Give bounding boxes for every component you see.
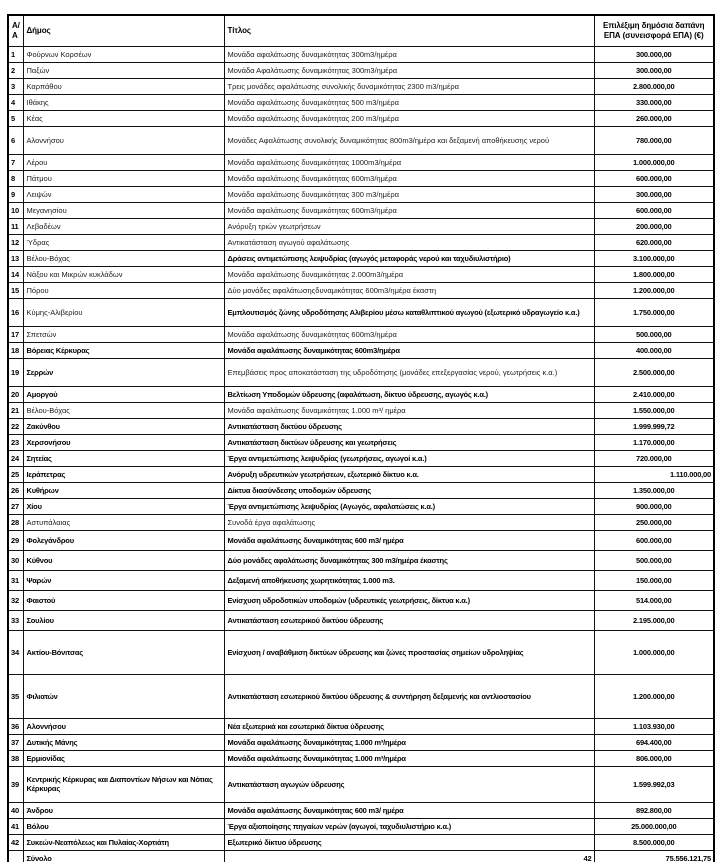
title-cell: Ανόρυξη τριών γεωτρήσεων [224, 218, 594, 234]
row-number: 12 [8, 234, 23, 250]
amount-cell: 260.000,00 [594, 110, 714, 126]
amount-cell: 25.000.000,00 [594, 818, 714, 834]
table-row [8, 514, 714, 530]
municipality-cell: Ιεράπετρας [23, 466, 224, 482]
table-row [8, 418, 714, 434]
table-row [8, 834, 714, 850]
table-row [8, 62, 714, 78]
row-number: 31 [8, 570, 23, 590]
title-cell: Μονάδα αφαλάτωσης δυναμικότητας 600 m3/ ημέρα [224, 530, 594, 550]
row-number: 38 [8, 750, 23, 766]
row-number: 5 [8, 110, 23, 126]
amount-cell: 1.999.999,72 [594, 418, 714, 434]
amount-cell: 694.400,00 [594, 734, 714, 750]
title-cell: Δράσεις αντιμετώπισης λειψυδρίας (αγωγός μεταφοράς νερού και ταχυδιυλιστήριο) [224, 250, 594, 266]
row-number: 10 [8, 202, 23, 218]
row-number: 24 [8, 450, 23, 466]
amount-cell: 1.170.000,00 [594, 434, 714, 450]
municipality-cell: Ιθάκης [23, 94, 224, 110]
municipality-cell: Σητείας [23, 450, 224, 466]
row-number: 27 [8, 498, 23, 514]
municipality-cell: Νάξου και Μικρών κυκλάδων [23, 266, 224, 282]
amount-cell: 200.000,00 [594, 218, 714, 234]
row-number: 9 [8, 186, 23, 202]
table-header [8, 15, 714, 46]
amount-cell: 1.599.992,03 [594, 766, 714, 802]
municipality-cell: Καρπάθου [23, 78, 224, 94]
table-row [8, 186, 714, 202]
amount-cell: 2.800.000,00 [594, 78, 714, 94]
table-row [8, 170, 714, 186]
row-number: 8 [8, 170, 23, 186]
table-row [8, 610, 714, 630]
amount-cell: 1.200.000,00 [594, 674, 714, 718]
row-number: 29 [8, 530, 23, 550]
municipality-cell: Κύμης-Αλιβερίου [23, 298, 224, 326]
amount-cell: 2.195.000,00 [594, 610, 714, 630]
municipality-cell: Φούρνων Κορσέων [23, 46, 224, 62]
amount-cell: 780.000,00 [594, 126, 714, 154]
amount-cell: 600.000,00 [594, 170, 714, 186]
title-cell: Δύο μονάδες αφαλάτωσης δυναμικότητας 300 m3/ημέρα έκαστης [224, 550, 594, 570]
table-row [8, 358, 714, 386]
title-cell: Μονάδα αφαλάτωσης δυναμικότητας 1.000 m³/ημέρα [224, 750, 594, 766]
municipality-cell: Ψαρών [23, 570, 224, 590]
row-number: 34 [8, 630, 23, 674]
table-footer [8, 850, 714, 862]
title-cell: Αντικατάσταση αγωγών ύδρευσης [224, 766, 594, 802]
title-cell: Μονάδα αφαλάτωσης δυναμικότητας 600m3/ημέρα [224, 202, 594, 218]
municipality-cell: Πόρου [23, 282, 224, 298]
title-cell: Έργα αξιοποίησης πηγαίων νερών (αγωγοί, ταχυδιυλιστήριο κ.α.) [224, 818, 594, 834]
row-number: 35 [8, 674, 23, 718]
municipality-cell: Κύθνου [23, 550, 224, 570]
table-row [8, 590, 714, 610]
table-row [8, 218, 714, 234]
amount-cell: 1.800.000,00 [594, 266, 714, 282]
amount-cell: 1.103.930,00 [594, 718, 714, 734]
amount-cell: 514.000,00 [594, 590, 714, 610]
table-row [8, 326, 714, 342]
header-num: Α/Α [8, 15, 23, 46]
header-title: Τίτλος [224, 15, 594, 46]
table-row [8, 402, 714, 418]
amount-cell: 1.550.000,00 [594, 402, 714, 418]
amount-cell: 150.000,00 [594, 570, 714, 590]
total-row [8, 850, 714, 862]
title-cell: Μονάδα αφαλάτωσης δυναμικότητας 1.000 m³/ημέρα [224, 734, 594, 750]
municipality-cell: Φολεγάνδρου [23, 530, 224, 550]
amount-cell: 1.200.000,00 [594, 282, 714, 298]
table-row [8, 734, 714, 750]
amount-cell: 500.000,00 [594, 326, 714, 342]
title-cell: Μονάδα αφαλάτωσης δυναμικότητας 200 m3/ημέρα [224, 110, 594, 126]
amount-cell: 600.000,00 [594, 202, 714, 218]
row-number: 40 [8, 802, 23, 818]
row-number: 36 [8, 718, 23, 734]
amount-cell: 300.000,00 [594, 62, 714, 78]
table-row [8, 78, 714, 94]
municipality-cell: Αμοργού [23, 386, 224, 402]
table-row [8, 466, 714, 482]
amount-cell: 400.000,00 [594, 342, 714, 358]
table-row [8, 450, 714, 466]
amount-cell: 3.100.000,00 [594, 250, 714, 266]
title-cell: Μονάδα αφαλάτωσης δυναμικότητας 300 m3/ημέρα [224, 186, 594, 202]
title-cell: Τρεις μονάδες αφαλάτωσης συνολικής δυναμικότητας 2300 m3/ημέρα [224, 78, 594, 94]
total-amount: 75.556.121,75 [594, 850, 714, 862]
title-cell: Μονάδα αφαλάτωσης δυναμικότητας 500 m3/ημέρα [224, 94, 594, 110]
row-number: 2 [8, 62, 23, 78]
amount-cell: 1.750.000,00 [594, 298, 714, 326]
table-row [8, 550, 714, 570]
table-row [8, 46, 714, 62]
total-count: 42 [224, 850, 594, 862]
amount-cell: 500.000,00 [594, 550, 714, 570]
table-row [8, 750, 714, 766]
amount-cell: 600.000,00 [594, 530, 714, 550]
municipality-cell: Βόλου [23, 818, 224, 834]
row-number: 7 [8, 154, 23, 170]
table-row [8, 818, 714, 834]
municipality-cell: Αλοννήσου [23, 126, 224, 154]
title-cell: Αντικατάσταση εσωτερικού δικτύου ύδρευσης [224, 610, 594, 630]
municipality-cell: Ακτίου-Βόνιτσας [23, 630, 224, 674]
table-row [8, 250, 714, 266]
row-number: 17 [8, 326, 23, 342]
row-number: 37 [8, 734, 23, 750]
row-number: 39 [8, 766, 23, 802]
row-number: 32 [8, 590, 23, 610]
title-cell: Μονάδα αφαλάτωσης δυναμικότητας 600 m3/ ημέρα [224, 802, 594, 818]
municipality-cell: Χερσονήσου [23, 434, 224, 450]
municipality-cell: Κεντρικής Κέρκυρας και Διαποντίων Νήσων και Νότιας Κέρκυρας [23, 766, 224, 802]
title-cell: Επεμβάσεις προς αποκατάσταση της υδροδότησης (μονάδες επεξεργασίας νερού, γεωτρήσεις κ.α.) [224, 358, 594, 386]
title-cell: Μονάδα αφαλάτωσης δυναμικότητας 2.000m3/ημέρα [224, 266, 594, 282]
title-cell: Μονάδα αφαλάτωσης δυναμικότητας 600m3/ημέρα [224, 342, 594, 358]
municipality-cell: Σπετσών [23, 326, 224, 342]
table-row [8, 202, 714, 218]
row-number: 42 [8, 834, 23, 850]
municipality-cell: Φαιστού [23, 590, 224, 610]
row-number: 23 [8, 434, 23, 450]
header-row [8, 15, 714, 46]
row-number: 21 [8, 402, 23, 418]
header-amount: Επιλέξιμη δημόσια δαπάνη ΕΠΑ (συνεισφορά ΕΠΑ) (€) [594, 15, 714, 46]
title-cell: Αντικατάσταση δικτύων ύδρευσης και γεωτρήσεις [224, 434, 594, 450]
municipality-cell: Βόρειας Κέρκυρας [23, 342, 224, 358]
title-cell: Βελτίωση Υποδομών ύδρευσης (αφαλάτωση, δίκτυο ύδρευσης, αγωγός κ.α.) [224, 386, 594, 402]
title-cell: Μονάδα αφαλάτωσης δυναμικότητας 1.000 m³/ ημέρα [224, 402, 594, 418]
row-number: 19 [8, 358, 23, 386]
title-cell: Αντικατάσταση αγωγού αφαλάτωσης [224, 234, 594, 250]
title-cell: Ενίσχυση υδροδοτικών υποδομών (υδρευτικές γεωτρήσεις, δίκτυα κ.α.) [224, 590, 594, 610]
table-row [8, 570, 714, 590]
amount-cell: 2.410.000,00 [594, 386, 714, 402]
municipality-cell: Σουλίου [23, 610, 224, 630]
table-row [8, 154, 714, 170]
table-row [8, 674, 714, 718]
title-cell: Εξωτερικό δίκτυο ύδρευσης [224, 834, 594, 850]
table-row [8, 282, 714, 298]
municipality-cell: Κυθήρων [23, 482, 224, 498]
title-cell: Μονάδα Αφαλάτωσης δυναμικότητας 300m3/ημέρα [224, 62, 594, 78]
row-number: 33 [8, 610, 23, 630]
amount-cell: 1.110.000,00 [594, 466, 714, 482]
total-empty-cell [8, 850, 23, 862]
table-row [8, 386, 714, 402]
row-number: 1 [8, 46, 23, 62]
municipality-cell: Μεγανησίου [23, 202, 224, 218]
title-cell: Έργα αντιμετώπισης λειψυδρίας (Αγωγός, αφαλατώσεις κ.α.) [224, 498, 594, 514]
header-municipality: Δήμος [23, 15, 224, 46]
table-body [8, 46, 714, 850]
municipality-cell: Δυτικής Μάνης [23, 734, 224, 750]
amount-cell: 1.000.000,00 [594, 630, 714, 674]
amount-cell: 8.500.000,00 [594, 834, 714, 850]
table-row [8, 110, 714, 126]
municipality-cell: Φιλιατών [23, 674, 224, 718]
row-number: 13 [8, 250, 23, 266]
municipality-cell: Συκεών-Νεαπόλεως και Πυλαίας-Χορτιάτη [23, 834, 224, 850]
amount-cell: 900.000,00 [594, 498, 714, 514]
amount-cell: 330.000,00 [594, 94, 714, 110]
title-cell: Ανόρυξη υδρευτικών γεωτρήσεων, εξωτερικό δίκτυο κ.α. [224, 466, 594, 482]
municipality-cell: Αλοννήσου [23, 718, 224, 734]
table-row [8, 530, 714, 550]
title-cell: Μονάδα αφαλάτωσης δυναμικότητας 1000m3/ημέρα [224, 154, 594, 170]
amount-cell: 1.350.000,00 [594, 482, 714, 498]
title-cell: Αντικατάσταση δικτύου ύδρευσης [224, 418, 594, 434]
row-number: 30 [8, 550, 23, 570]
municipality-cell: Λειψών [23, 186, 224, 202]
row-number: 20 [8, 386, 23, 402]
title-cell: Μονάδες Αφαλάτωσης συνολικής δυναμικότητας 800m3/ημέρα και δεξαμενή αποθήκευσης νερού [224, 126, 594, 154]
municipality-cell: Πάτμου [23, 170, 224, 186]
municipality-cell: Βέλου-Βόχας [23, 402, 224, 418]
row-number: 18 [8, 342, 23, 358]
amount-cell: 892.800,00 [594, 802, 714, 818]
municipality-cell: Άνδρου [23, 802, 224, 818]
amount-cell: 806.000,00 [594, 750, 714, 766]
amount-cell: 1.000.000,00 [594, 154, 714, 170]
amount-cell: 2.500.000,00 [594, 358, 714, 386]
municipality-cell: Κέας [23, 110, 224, 126]
municipality-cell: Λέρου [23, 154, 224, 170]
title-cell: Νέα εξωτερικά και εσωτερικά δίκτυα ύδρευσης [224, 718, 594, 734]
title-cell: Δύο μονάδες αφαλάτωσηςδυναμικότητας 600m3/ημέρα έκαστη [224, 282, 594, 298]
title-cell: Δεξαμενή αποθήκευσης χωρητικότητας 1.000 m3. [224, 570, 594, 590]
row-number: 41 [8, 818, 23, 834]
table-row [8, 630, 714, 674]
table-row [8, 126, 714, 154]
municipality-cell: Ερμιονίδας [23, 750, 224, 766]
row-number: 14 [8, 266, 23, 282]
row-number: 4 [8, 94, 23, 110]
row-number: 3 [8, 78, 23, 94]
table-row [8, 94, 714, 110]
title-cell: Μονάδα αφαλάτωσης δυναμικότητας 600m3/ημέρα [224, 326, 594, 342]
projects-table [7, 14, 715, 862]
table-row [8, 766, 714, 802]
municipality-cell: Χίου [23, 498, 224, 514]
table-row [8, 802, 714, 818]
table-row [8, 718, 714, 734]
table-row [8, 498, 714, 514]
amount-cell: 300.000,00 [594, 186, 714, 202]
title-cell: Ενίσχυση / αναβάθμιση δικτύων ύδρευσης και ζώνες προστασίας σημείων υδροληψίας [224, 630, 594, 674]
row-number: 26 [8, 482, 23, 498]
title-cell: Δίκτυα διασύνδεσης υποδομών ύδρευσης [224, 482, 594, 498]
municipality-cell: Βέλου-Βόχας [23, 250, 224, 266]
municipality-cell: Σερρών [23, 358, 224, 386]
table-row [8, 234, 714, 250]
row-number: 16 [8, 298, 23, 326]
row-number: 11 [8, 218, 23, 234]
municipality-cell: Αστυπάλαιας [23, 514, 224, 530]
title-cell: Έργα αντιμετώπισης λειψυδρίας (γεωτρήσεις, αγωγοί κ.α.) [224, 450, 594, 466]
title-cell: Συνοδά έργα αφαλάτωσης [224, 514, 594, 530]
row-number: 6 [8, 126, 23, 154]
amount-cell: 620.000,00 [594, 234, 714, 250]
table-row [8, 342, 714, 358]
amount-cell: 250.000,00 [594, 514, 714, 530]
total-label: Σύνολο [23, 850, 224, 862]
title-cell: Εμπλουτισμός ζώνης υδροδότησης Αλιβερίου μέσω καταθλιπτικού αγωγού (εξωτερικό υδραγωγείο κ.α.) [224, 298, 594, 326]
row-number: 28 [8, 514, 23, 530]
row-number: 22 [8, 418, 23, 434]
municipality-cell: Ύδρας [23, 234, 224, 250]
amount-cell: 720.000,00 [594, 450, 714, 466]
row-number: 25 [8, 466, 23, 482]
table-row [8, 266, 714, 282]
row-number: 15 [8, 282, 23, 298]
table-row [8, 298, 714, 326]
title-cell: Μονάδα αφαλάτωσης δυναμικότητας 600m3/ημέρα [224, 170, 594, 186]
municipality-cell: Ζακύνθου [23, 418, 224, 434]
municipality-cell: Παξών [23, 62, 224, 78]
title-cell: Αντικατάσταση εσωτερικού δικτύου ύδρευσης & συντήρηση δεξαμενής και αντλιοστασίου [224, 674, 594, 718]
table-row [8, 434, 714, 450]
amount-cell: 300.000,00 [594, 46, 714, 62]
municipality-cell: Λεβαδέων [23, 218, 224, 234]
title-cell: Μονάδα αφαλάτωσης δυναμικότητας 300m3/ημέρα [224, 46, 594, 62]
table-row [8, 482, 714, 498]
